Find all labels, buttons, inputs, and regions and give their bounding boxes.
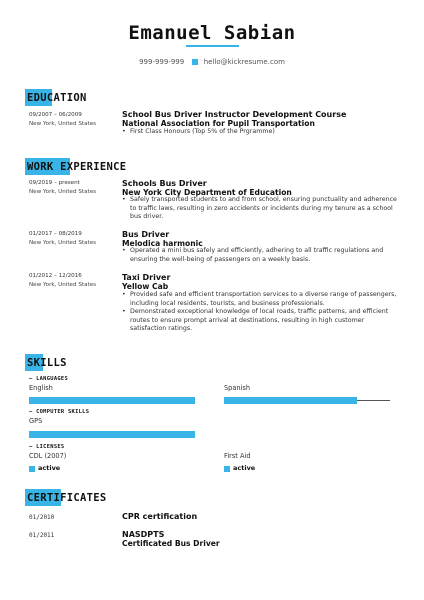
education-title: School Bus Driver Instructor Development Course — [122, 110, 347, 119]
heading-text: WORK EXPERIENCE — [27, 161, 127, 173]
job-location: New York, United States — [29, 240, 97, 246]
education-dates: 09/2007 – 06/2009 — [29, 112, 82, 118]
bar-fill — [224, 397, 357, 404]
skill-name: GPS — [29, 417, 43, 425]
job-dates: 01/2012 – 12/2016 — [29, 273, 82, 279]
education-bullets — [122, 128, 397, 137]
skill-name: English — [29, 384, 53, 392]
bullet-item: • Operated a mini bus safely and efficiently, adhering to all traffic regulations and ensuring the well-being of passengers on a weekly basis. — [122, 247, 397, 264]
name-underline — [186, 45, 239, 47]
bullet-item: • First Class Honours (Top 5% of the Prgramme) — [122, 128, 397, 137]
education-heading — [27, 92, 87, 104]
contact-line — [0, 58, 424, 66]
certificate-date: 01/2011 — [29, 532, 55, 539]
heading-text: EDUCATION — [27, 92, 87, 104]
skill-category-computer: – COMPUTER SKILLS — [29, 409, 90, 415]
skill-category-licenses: – LICENSES — [29, 444, 65, 450]
heading-text: SKILLS — [27, 357, 67, 369]
job-location: New York, United States — [29, 189, 97, 195]
certificate-title: CPR certification — [122, 512, 198, 521]
job-company: Melodica harmonic — [122, 239, 203, 248]
certificate-date: 01/2010 — [29, 514, 55, 521]
job-title: Schools Bus Driver — [122, 179, 207, 188]
education-location: New York, United States — [29, 121, 97, 127]
bar-fill — [29, 397, 195, 404]
heading-text: CERTIFICATES — [27, 492, 107, 504]
bullet-item: • Provided safe and efficient transportation services to a diverse range of passengers, including local residents, tourists, and business professionals. — [122, 291, 397, 308]
email-address: hello@kickresume.com — [203, 58, 285, 66]
status-square-icon — [224, 466, 230, 472]
license-status: active — [233, 464, 256, 472]
work-heading — [27, 161, 126, 173]
license-name: First Aid — [224, 452, 251, 460]
job-dates: 01/2017 – 08/2019 — [29, 231, 82, 237]
skill-name: Spanish — [224, 384, 251, 392]
candidate-name: Emanuel Sabian — [128, 22, 296, 44]
certificate-title: NASDPTS — [122, 530, 165, 539]
job-dates: 09/2019 – present — [29, 180, 80, 186]
job-company: Yellow Cab — [122, 282, 169, 291]
job-bullets — [122, 291, 397, 334]
skill-category-languages: – LANGUAGES — [29, 376, 68, 382]
job-bullets — [122, 247, 397, 264]
license-name: CDL (2007) — [29, 452, 67, 460]
phone-number: 999-999-999 — [139, 58, 185, 66]
certificates-heading — [27, 492, 106, 504]
job-bullets — [122, 196, 397, 222]
bar-fill — [29, 431, 195, 438]
education-institution: National Association for Pupil Transportation — [122, 119, 315, 128]
license-status: active — [38, 464, 61, 472]
skills-heading — [27, 357, 67, 369]
job-location: New York, United States — [29, 282, 97, 288]
certificate-subtitle: Certificated Bus Driver — [122, 539, 220, 548]
bullet-item: • Demonstrated exceptional knowledge of local roads, traffic patterns, and efficient routes to ensure prompt arrival at destinations, resulting in high customer satisfaction ratings. — [122, 308, 397, 334]
bullet-item: • Safely transported students to and from school, ensuring punctuality and adherence to traffic laws, resulting in zero accidents or incidents during my tenure as a school bus driver. — [122, 196, 397, 222]
status-square-icon — [29, 466, 35, 472]
job-title: Bus Driver — [122, 230, 170, 239]
email-marker-icon — [192, 59, 198, 65]
job-title: Taxi Driver — [122, 273, 171, 282]
job-company: New York City Department of Education — [122, 188, 292, 197]
